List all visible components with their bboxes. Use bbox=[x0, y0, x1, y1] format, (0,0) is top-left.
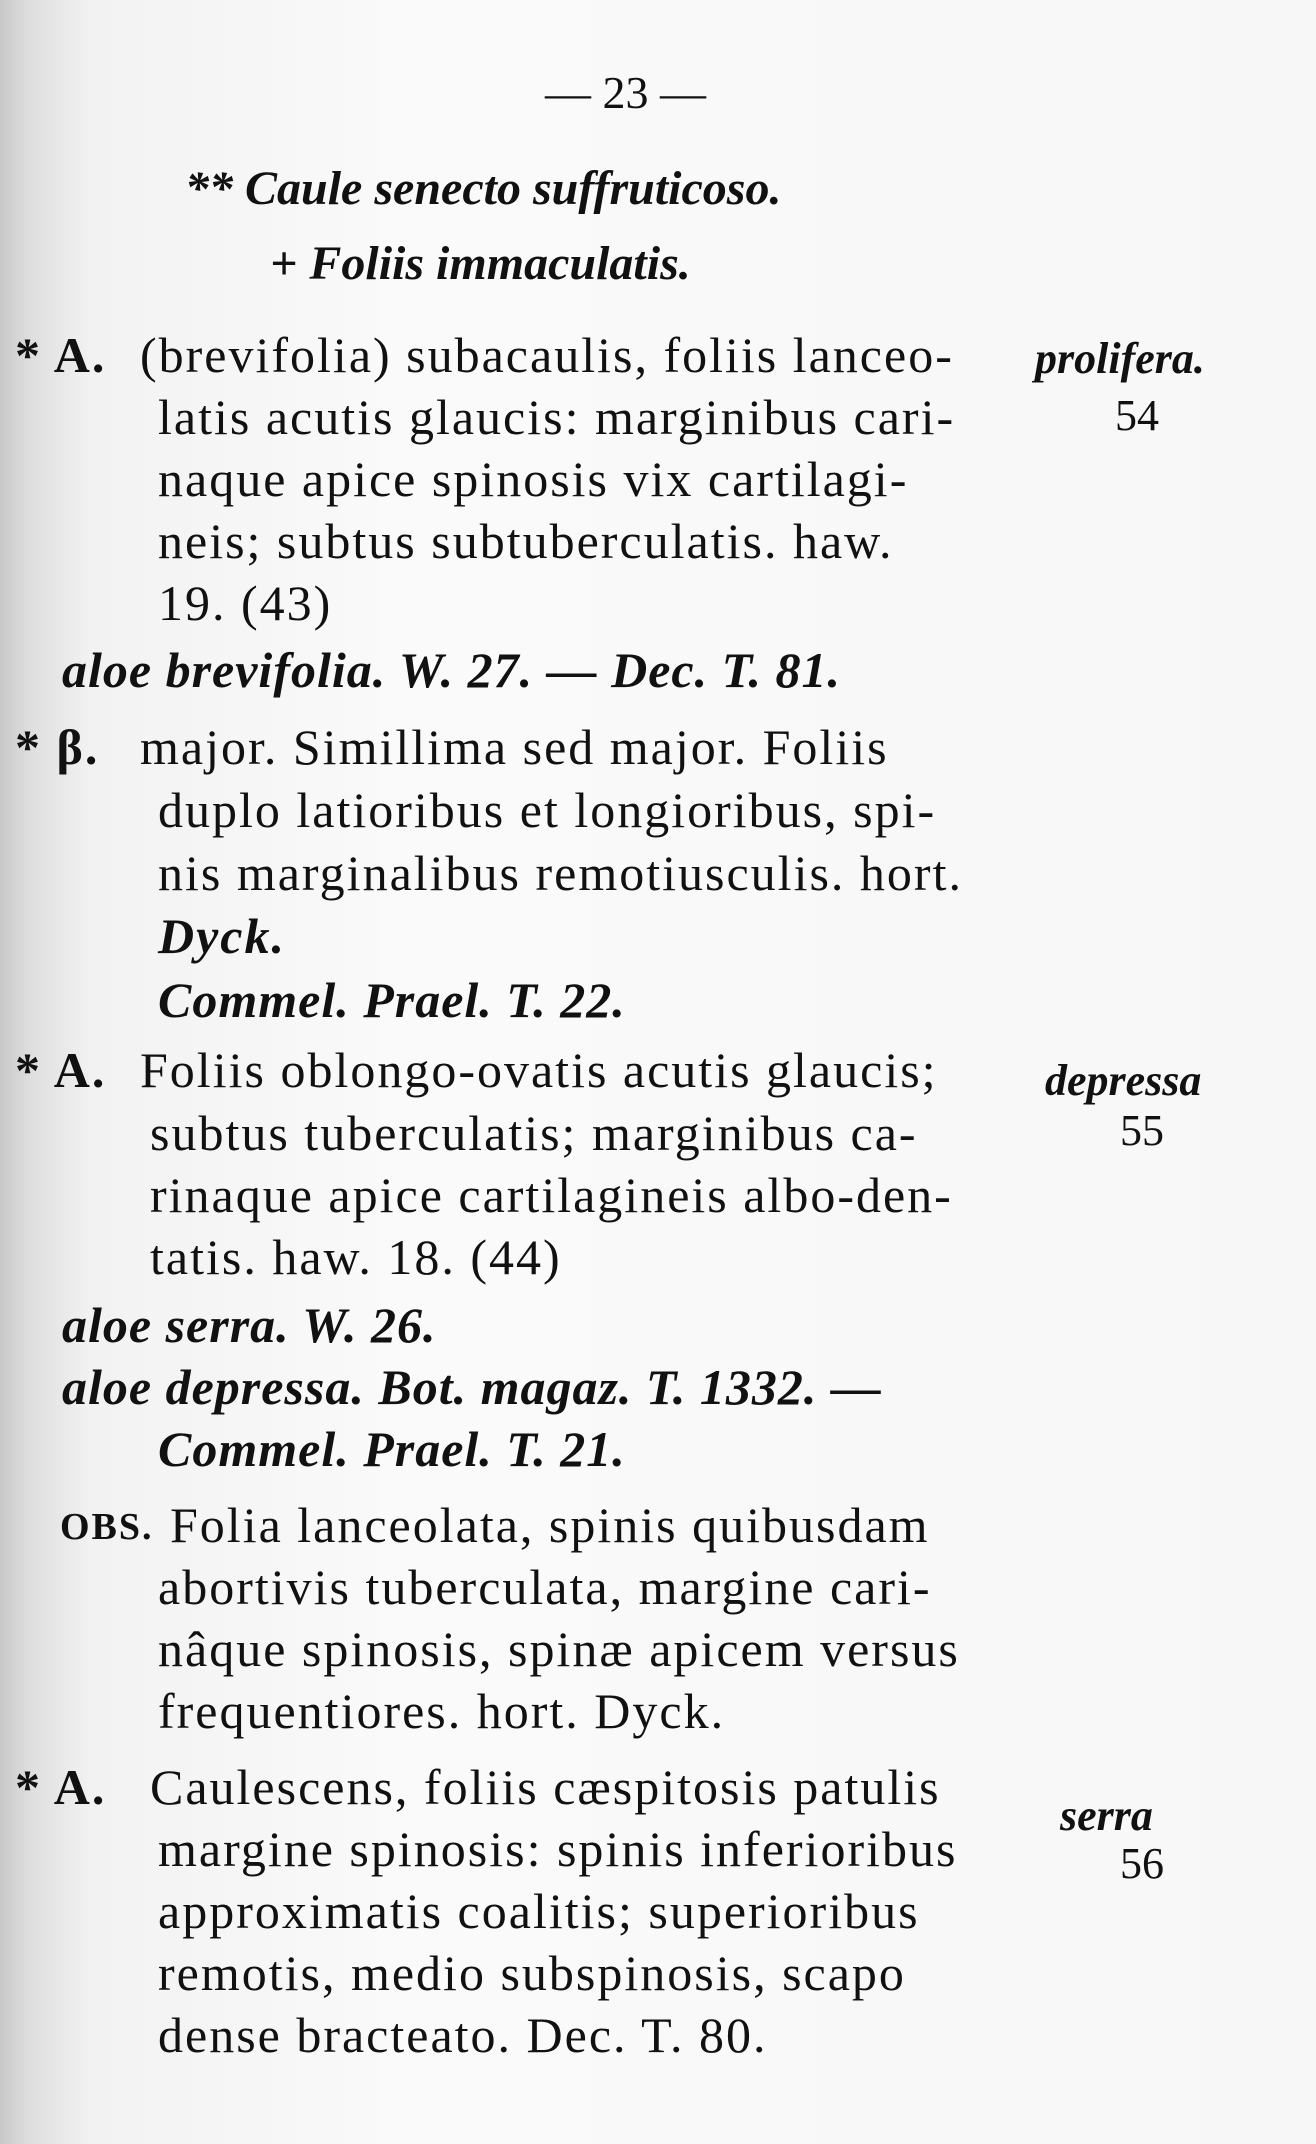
entry-line: tatis. haw. 18. (44) bbox=[150, 1229, 562, 1285]
page-number: — 23 — bbox=[545, 67, 706, 118]
entry-marker: * A. bbox=[15, 327, 107, 383]
obs-line: frequentiores. hort. Dyck. bbox=[158, 1683, 726, 1739]
reference-line: Commel. Prael. T. 21. bbox=[158, 1421, 626, 1477]
variety-line: Dyck. bbox=[158, 908, 286, 964]
entry-line: remotis, medio subspinosis, scapo bbox=[158, 1945, 906, 2001]
margin-number: 55 bbox=[1120, 1106, 1164, 1155]
variety-line: duplo latioribus et longioribus, spi- bbox=[158, 782, 937, 838]
entry-line: subtus tuberculatis; marginibus ca- bbox=[150, 1105, 918, 1161]
entry-line: rinaque apice cartilagineis albo-den- bbox=[150, 1167, 953, 1223]
section-heading: ** Caule senecto suffruticoso. bbox=[185, 162, 782, 215]
obs-line: Folia lanceolata, spinis quibusdam bbox=[170, 1497, 930, 1553]
margin-species-name: depressa bbox=[1045, 1056, 1202, 1105]
entry-line: neis; subtus subtuberculatis. haw. bbox=[158, 513, 894, 569]
variety-line: nis marginalibus remotiusculis. hort. bbox=[158, 845, 963, 901]
variety-line: major. Simillima sed major. Foliis bbox=[140, 719, 889, 775]
entry-line: approximatis coalitis; superioribus bbox=[158, 1883, 920, 1939]
entry-line: Foliis oblongo-ovatis acutis glaucis; bbox=[140, 1042, 938, 1098]
subsection-heading: + Foliis immaculatis. bbox=[270, 237, 691, 290]
obs-line: nâque spinosis, spinæ apicem versus bbox=[158, 1621, 960, 1677]
margin-number: 54 bbox=[1115, 391, 1159, 440]
reference-line: aloe depressa. Bot. magaz. T. 1332. — bbox=[62, 1359, 882, 1415]
obs-line: abortivis tuberculata, margine cari- bbox=[158, 1559, 932, 1615]
obs-marker: OBS. bbox=[60, 1506, 154, 1548]
reference-line: Commel. Prael. T. 22. bbox=[158, 972, 626, 1028]
entry-line: latis acutis glaucis: marginibus cari- bbox=[158, 389, 956, 445]
entry-line: Caulescens, foliis cæspitosis patulis bbox=[150, 1759, 941, 1815]
entry-line: naque apice spinosis vix cartilagi- bbox=[158, 451, 909, 507]
entry-line: dense bracteato. Dec. T. 80. bbox=[158, 2007, 768, 2063]
variety-marker: * β. bbox=[15, 719, 100, 775]
margin-species-name: serra bbox=[1060, 1791, 1153, 1840]
entry-marker: * A. bbox=[15, 1759, 107, 1815]
reference-line: aloe serra. W. 26. bbox=[62, 1297, 437, 1353]
entry-line: (brevifolia) subacaulis, foliis lanceo- bbox=[140, 327, 954, 383]
margin-number: 56 bbox=[1120, 1839, 1164, 1888]
entry-marker: * A. bbox=[15, 1042, 107, 1098]
reference-line: aloe brevifolia. W. 27. — Dec. T. 81. bbox=[62, 642, 842, 698]
entry-line: 19. (43) bbox=[158, 575, 333, 631]
margin-species-name: prolifera. bbox=[1035, 334, 1205, 383]
entry-line: margine spinosis: spinis inferioribus bbox=[158, 1821, 958, 1877]
